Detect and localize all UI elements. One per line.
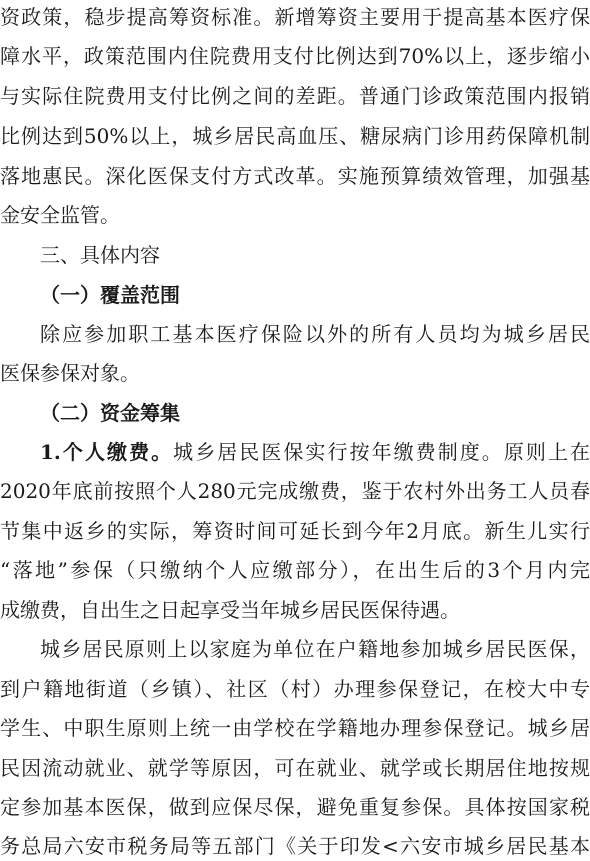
body-text-line: 成缴费，自出生之日起享受当年城乡居民医保待遇。 xyxy=(0,598,460,622)
body-text-line: 资政策，稳步提高筹资标准。新增筹资主要用于提高基本医疗保 xyxy=(0,5,590,29)
body-text-line: 医保参保对象。 xyxy=(0,361,140,385)
body-text-line: 节集中返乡的实际，筹资时间可延长到今年2月底。新生儿实行 xyxy=(0,519,590,543)
body-text-line: 学生、中职生原则上统一由学校在学籍地办理参保登记。城乡居 xyxy=(0,716,590,740)
section-heading: 三、具体内容 xyxy=(40,243,160,267)
body-text-line: 比例达到50%以上，城乡居民高血压、糖尿病门诊用药保障机制 xyxy=(0,124,590,148)
body-text-line: 2020年底前按照个人280元完成缴费，鉴于农村外出务工人员春 xyxy=(0,479,590,503)
subsection-heading: （二）资金筹集 xyxy=(40,401,180,425)
body-text-line: 落地惠民。深化医保支付方式改革。实施预算绩效管理，加强基 xyxy=(0,164,590,188)
body-text-line: 除应参加职工基本医疗保险以外的所有人员均为城乡居民 xyxy=(40,322,590,346)
body-text-line: 民因流动就业、就学等原因，可在就业、就学或长期居住地按规 xyxy=(0,756,590,780)
body-text-line: “落地”参保（只缴纳个人应缴部分），在出生后的3个月内完 xyxy=(0,558,590,582)
body-text-line: 与实际住院费用支付比例之间的差距。普通门诊政策范围内报销 xyxy=(0,84,590,108)
body-text-line: 定参加基本医保，做到应保尽保，避免重复参保。具体按国家税 xyxy=(0,795,590,819)
body-text-line: 障水平，政策范围内住院费用支付比例达到70%以上，逐步缩小 xyxy=(0,44,590,68)
subsection-heading: （一）覆盖范围 xyxy=(40,283,180,307)
body-text-line: 金安全监管。 xyxy=(0,203,120,227)
body-text-line xyxy=(0,437,590,467)
body-text-line: 务总局六安市税务局等五部门《关于印发<六安市城乡居民基本 xyxy=(0,834,590,858)
body-text-line: 到户籍地街道（乡镇）、社区（村）办理参保登记，在校大中专 xyxy=(0,677,590,701)
body-text-line: 城乡居民原则上以家庭为单位在户籍地参加城乡居民医保， xyxy=(40,637,590,661)
item-heading: 1.个人缴费。 xyxy=(40,440,174,464)
body-text: 城乡居民医保实行按年缴费制度。原则上在 xyxy=(173,440,590,464)
